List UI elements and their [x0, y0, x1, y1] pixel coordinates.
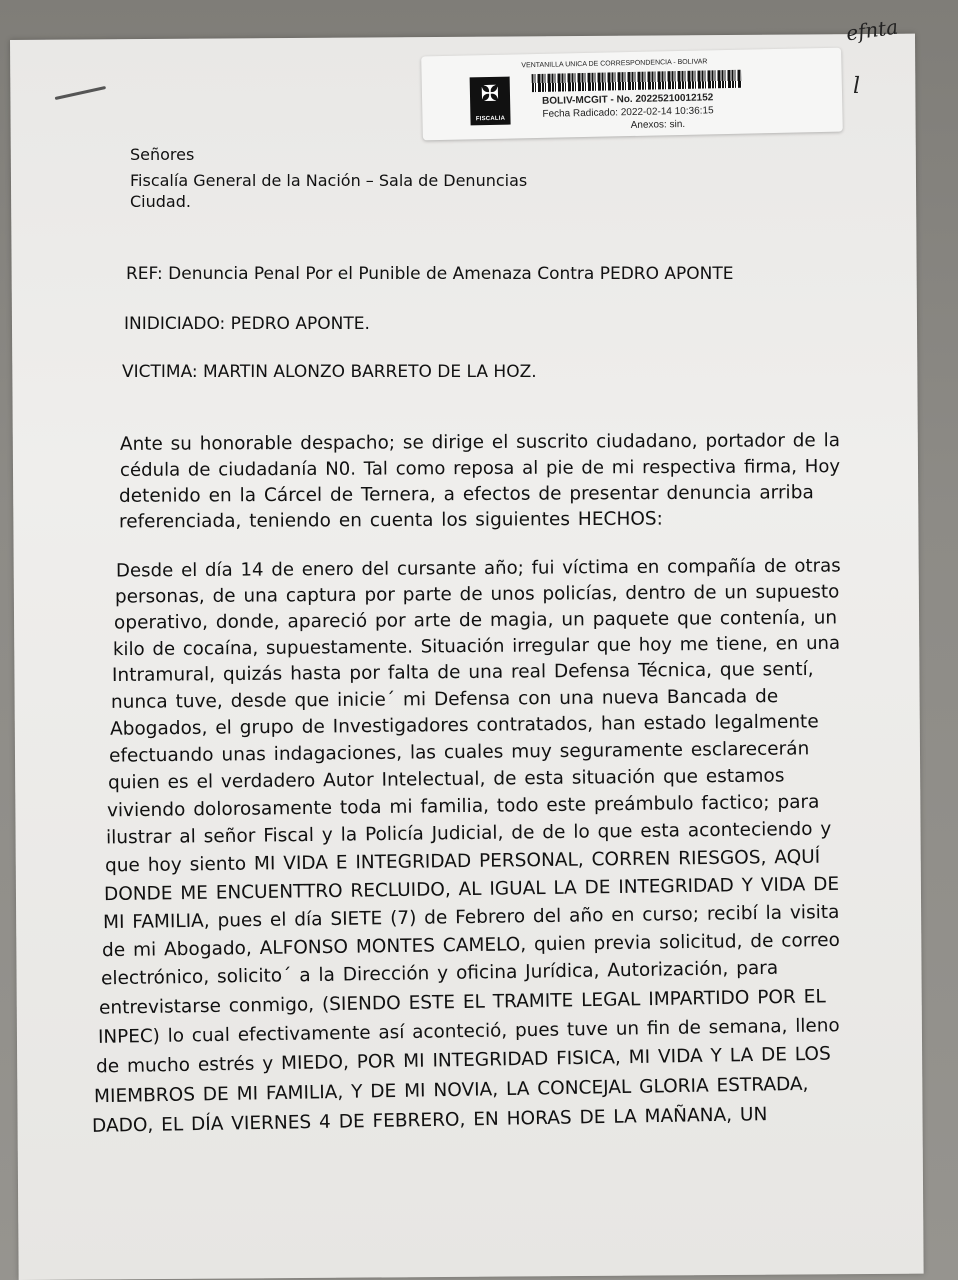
- facts-line: entrevistarse conmigo, (SIENDO ESTE EL TRAMITE LEGAL IMPARTIDO POR EL: [98, 986, 826, 1019]
- facts-line: que hoy siento MI VIDA E INTEGRIDAD PERSONAL, CORREN RIESGOS, AQUÍ: [104, 846, 821, 877]
- intro-line: detenido en la Cárcel de Ternera, a efectos de presentar denuncia arriba: [118, 482, 814, 507]
- stamp-window-label: VENTANILLA UNICA DE CORRESPONDENCIA - BOLIVAR: [521, 58, 708, 70]
- addressee: Fiscalía General de la Nación – Sala de Denuncias: [130, 171, 528, 190]
- facts-line: personas, de una captura por parte de unos policías, dentro de un supuesto: [114, 581, 840, 608]
- stamp-anexos: Anexos: sin.: [630, 118, 686, 132]
- stamp-radicado: BOLIV-MCGIT - No. 20225210012152: [542, 92, 714, 107]
- facts-line: electrónico, solicito´ a la Dirección y oficina Jurídica, Autorización, para: [100, 957, 779, 990]
- salutation: Señores: [130, 145, 195, 164]
- facts-line: operativo, donde, apareció por arte de magia, un paquete que contenía, un: [113, 607, 838, 634]
- facts-line: de mucho estrés y MIEDO, POR MI INTEGRIDAD FISICA, MI VIDA Y LA DE LOS: [95, 1043, 831, 1078]
- stamp-fecha: Fecha Radicado: 2022-02-14 10:36:15: [542, 105, 714, 120]
- fiscalia-logo-icon: ✠ FISCALIA: [470, 77, 511, 126]
- facts-line: INPEC) lo cual efectivamente así aconteció, pues tuve un fin de semana, lleno: [97, 1015, 840, 1048]
- intro-line: referenciada, teniendo en cuenta los siguientes HECHOS:: [118, 508, 663, 533]
- city: Ciudad.: [130, 192, 191, 211]
- handwritten-note: efnta: [844, 14, 900, 46]
- pen-dash-mark: [55, 86, 106, 100]
- barcode-icon: [532, 70, 742, 92]
- stamp-logo-text: FISCALIA: [475, 115, 506, 123]
- facts-line: ilustrar al señor Fiscal y la Policía Judicial, de de lo que esta aconteciendo y: [105, 818, 832, 849]
- victima-line: VICTIMA: MARTIN ALONZO BARRETO DE LA HOZ.: [122, 362, 537, 382]
- filing-stamp-label: [421, 48, 843, 141]
- intro-line: cédula de ciudadanía N0. Tal como reposa al pie de mi respectiva firma, Hoy: [119, 456, 841, 481]
- facts-line: Desde el día 14 de enero del cursante año; fui víctima en compañía de otras: [115, 555, 841, 582]
- facts-line: de mi Abogado, ALFONSO MONTES CAMELO, quien previa solicitud, de correo: [101, 929, 841, 962]
- facts-line: viviendo dolorosamente toda mi familia, todo este preámbulo factico; para: [106, 791, 820, 822]
- facts-line: MIEMBROS DE MI FAMILIA, Y DE MI NOVIA, LA CONCEJAL GLORIA ESTRADA,: [93, 1073, 809, 1108]
- facts-line: efectuando unas indagaciones, las cuales muy seguramente esclarecerán: [108, 738, 810, 767]
- facts-line: quien es el verdadero Autor Intelectual, de esta situación que estamos: [107, 765, 785, 794]
- facts-line: MI FAMILIA, pues el día SIETE (7) de Febrero del año en curso; recibí la visita: [102, 901, 840, 934]
- facts-line: Intramural, quizás hasta por falta de una real Defensa Técnica, que sentí,: [111, 658, 814, 687]
- reference-line: REF: Denuncia Penal Por el Punible de Amenaza Contra PEDRO APONTE: [126, 264, 734, 284]
- intro-line: Ante su honorable despacho; se dirige el suscrito ciudadano, portador de la: [119, 430, 840, 455]
- facts-line: nunca tuve, desde que inicie´ mi Defensa con una nueva Bancada de: [110, 686, 779, 713]
- facts-line: Abogados, el grupo de Investigadores contratados, han estado legalmente: [109, 711, 819, 740]
- facts-line: DADO, EL DÍA VIERNES 4 DE FEBRERO, EN HORAS DE LA MAÑANA, UN: [91, 1104, 768, 1137]
- facts-line: DONDE ME ENCUENTTRO RECLUIDO, AL IGUAL LA DE INTEGRIDAD Y VIDA DE: [103, 873, 840, 906]
- indiciado-line: INIDICIADO: PEDRO APONTE.: [124, 314, 370, 334]
- facts-line: kilo de cocaína, supuestamente. Situación irregular que hoy me tiene, en una: [112, 632, 841, 661]
- handwritten-tick: l: [852, 74, 860, 99]
